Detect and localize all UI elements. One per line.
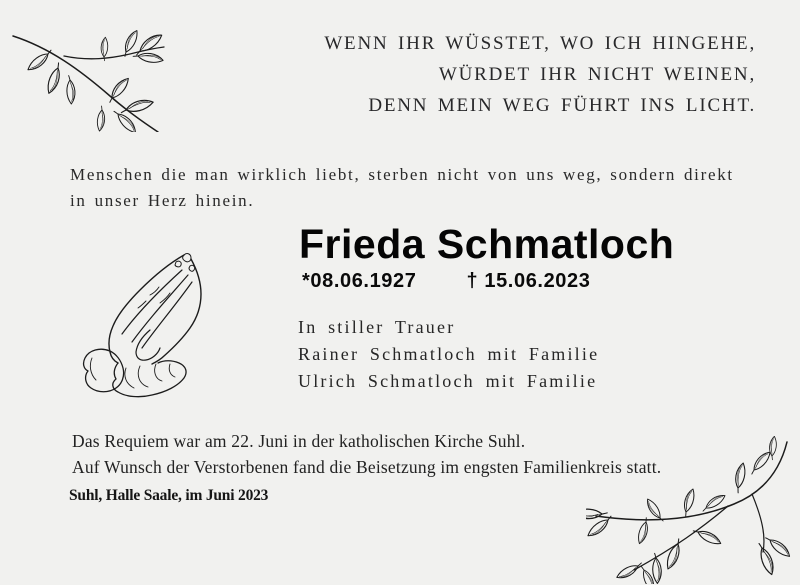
deceased-name: Frieda Schmatloch: [299, 221, 675, 267]
branch-top-left-icon: [8, 10, 188, 132]
quote-line-3: DENN MEIN WEG FÜHRT INS LICHT.: [368, 95, 756, 116]
mourners-block: [298, 314, 599, 395]
notice-line-1: Das Requiem war am 22. Juni in der katholischen Kirche Suhl.: [72, 431, 526, 451]
praying-hands-icon: [80, 248, 208, 400]
epigraph-line-2: in unser Herz hinein.: [70, 191, 255, 210]
mourner-name-1: Rainer Schmatloch mit Familie: [298, 344, 600, 364]
life-dates: [302, 270, 590, 293]
epigraph: [70, 162, 734, 214]
funeral-notice: [72, 428, 661, 480]
mourning-phrase: In stiller Trauer: [298, 317, 456, 337]
branch-bottom-right-icon: [586, 436, 800, 584]
birth-date: *08.06.1927: [302, 270, 417, 292]
quote-line-2: WÜRDET IHR NICHT WEINEN,: [438, 64, 756, 85]
farewell-quote: [324, 28, 756, 121]
notice-line-2: Auf Wunsch der Verstorbenen fand die Beisetzung im engsten Familienkreis statt.: [72, 457, 662, 477]
death-date: † 15.06.2023: [466, 270, 591, 292]
epigraph-line-1: Menschen die man wirklich liebt, sterben nicht von uns weg, sondern direkt: [70, 165, 734, 184]
place-date-line: Suhl, Halle Saale, im Juni 2023: [69, 487, 269, 504]
mourner-name-2: Ulrich Schmatloch mit Familie: [298, 371, 598, 391]
quote-line-1: WENN IHR WÜSSTET, WO ICH HINGEHE,: [324, 33, 756, 54]
